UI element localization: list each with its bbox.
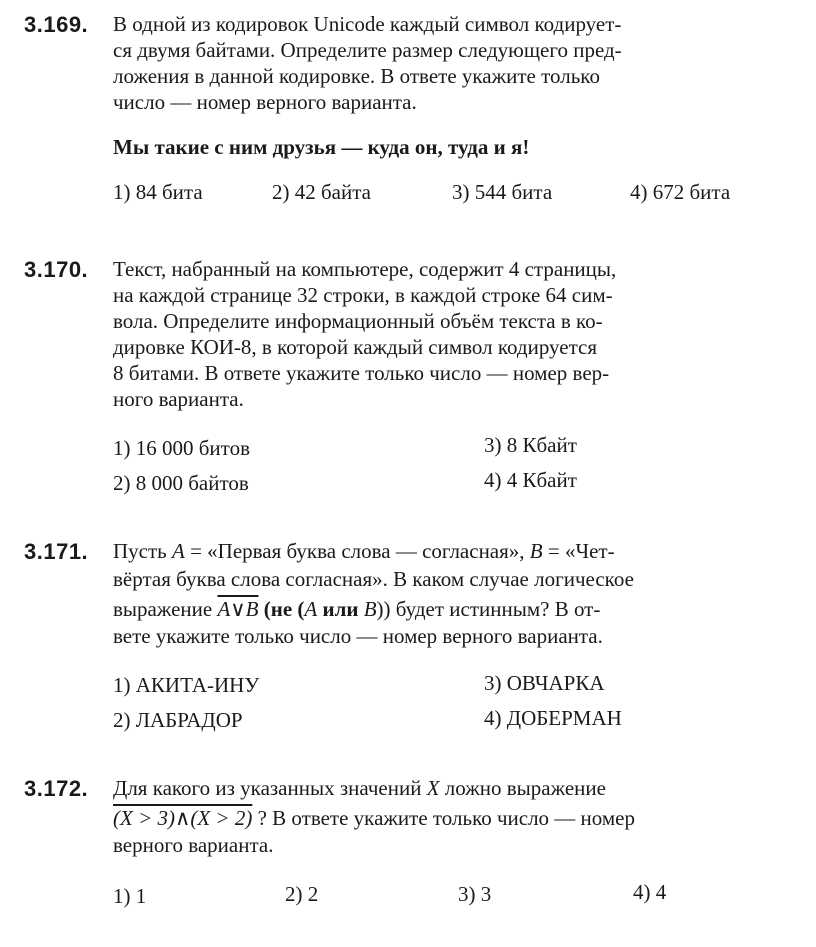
answer-option-2: 2) 42 байта [272,180,371,204]
text-fragment: ложно выражение [439,776,606,800]
text-fragment: (не ( [258,597,305,621]
problem-text-line: дировке КОИ-8, в которой каждый символ кодируется [113,335,598,359]
answer-option-3: 3) ОВЧАРКА [484,671,605,695]
problem-text-line: число — номер верного варианта. [113,90,417,114]
answer-option-1: 1) 1 [113,884,147,908]
answer-option-1: 1) 84 бита [113,180,203,204]
answer-option-4: 4) 4 [633,880,667,904]
problem-text-line: вола. Определите информационный объём текста в ко- [113,309,603,333]
text-fragment: выражение [113,597,218,621]
variable-b: B [363,597,377,621]
variable-x: X [426,776,440,800]
text-fragment: Для какого из указанных значений [113,776,427,800]
text-fragment: = «Первая буква слова — согласная», [184,539,530,563]
variable-a: A [304,597,318,621]
problem-text-line: вёртая буква слова согласная». В каком случае логическое [113,567,634,591]
problem-text-line [113,596,803,622]
answer-option-3: 3) 3 [458,882,492,906]
problem-text-line: Текст, набранный на компьютере, содержит 4 страницы, [113,257,617,281]
answer-option-3: 3) 544 бита [452,180,553,204]
problem-text-line: верного варианта. [113,833,274,857]
variable-a: A [172,539,185,563]
answer-option-2: 2) 2 [285,882,319,906]
answer-option-3: 3) 8 Кбайт [484,433,577,457]
answer-option-4: 4) ДОБЕРМАН [484,706,622,730]
answer-option-4: 4) 4 Кбайт [484,468,577,492]
logic-expression: A∨B [217,597,259,621]
variable-b: B [529,539,543,563]
problem-text-line: 8 битами. В ответе укажите только число — номер вер- [113,361,610,385]
logic-expression: (X > 3)∧(X > 2) [113,806,253,830]
answer-option-1: 1) 16 000 битов [113,436,250,460]
problem-number: 3.170. [24,257,89,282]
problem-text-line: на каждой странице 32 строки, в каждой строке 64 сим- [113,283,613,307]
answer-option-1: 1) АКИТА-ИНУ [113,673,260,697]
answer-option-4: 4) 672 бита [630,180,731,204]
problem-text-line: В одной из кодировок Unicode каждый символ кодирует- [113,12,622,36]
problem-number: 3.171. [24,539,89,564]
sample-sentence: Мы такие с ним друзья — куда он, туда и я! [113,135,530,159]
problem-text-line: вете укажите только число — номер верного варианта. [113,624,603,648]
problem-number: 3.169. [24,12,89,37]
problem-text-line: ного варианта. [113,387,244,411]
text-fragment: ? В ответе укажите только число — номер [252,806,635,830]
problem-number: 3.172. [24,776,89,801]
answer-option-2: 2) ЛАБРАДОР [113,708,243,732]
text-fragment: Пусть [113,539,172,563]
answer-option-2: 2) 8 000 байтов [113,471,249,495]
problem-text-line [113,775,803,801]
text-fragment: или [317,597,364,621]
problem-text-line [113,538,803,564]
text-fragment: )) будет истинным? В от- [376,597,601,621]
problem-text-line: ся двумя байтами. Определите размер следующего пред- [113,38,622,62]
problem-text-line: ложения в данной кодировке. В ответе укажите только [113,64,600,88]
problem-text-line [113,805,803,831]
text-fragment: = «Чет- [542,539,615,563]
